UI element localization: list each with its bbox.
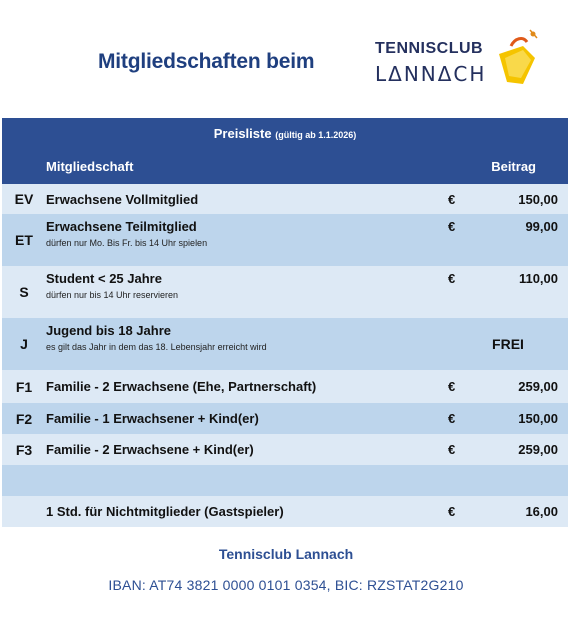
empty-spacer-row [2,465,568,496]
membership-name: Familie - 2 Erwachsene (Ehe, Partnerschaft) [46,370,448,403]
fee-amount: 16,00 [488,496,568,527]
membership-code: F1 [2,370,46,403]
membership-code: F3 [2,434,46,465]
fee-amount: 99,00 [488,214,568,266]
membership-name: Erwachsene Vollmitglied [46,184,448,214]
currency: € [448,434,488,465]
page-title: Mitgliedschaften beim [98,50,315,73]
table-row [2,370,568,403]
membership-note: dürfen nur bis 14 Uhr reservieren [46,290,179,300]
membership-code: EV [2,184,46,214]
price-table [2,118,568,527]
currency: € [448,403,488,434]
table-row [2,266,568,318]
bank-details: IBAN: AT74 3821 0000 0101 0354, BIC: RZSTAT2G210 [108,577,464,593]
membership-name: Erwachsene Teilmitglied [46,219,197,234]
price-list-title-text: Preisliste [213,125,272,141]
membership-code: S [2,266,46,318]
membership-name: Familie - 2 Erwachsene + Kind(er) [46,434,448,465]
fee-amount: 150,00 [488,184,568,214]
membership-name: Jugend bis 18 Jahre [46,323,171,338]
membership-name-cell [46,266,448,318]
membership-note: dürfen nur Mo. Bis Fr. bis 14 Uhr spielen [46,238,208,248]
membership-name: Familie - 1 Erwachsener + Kind(er) [46,403,448,434]
club-name: Tennisclub Lannach [218,546,354,562]
membership-code: ET [2,214,46,266]
logo-text-top: TENNISCLUB [375,40,484,57]
membership-code [2,496,46,527]
table-row [2,496,568,527]
fee-amount: 110,00 [488,266,568,318]
currency: € [448,266,488,318]
currency: € [448,184,488,214]
table-row [2,318,568,370]
membership-name: 1 Std. für Nichtmitglieder (Gastspieler) [46,496,448,527]
price-list-title [2,118,568,148]
fee-amount: 150,00 [488,403,568,434]
fee-free: FREI [448,318,568,370]
price-table-title-row [2,118,568,148]
club-logo [375,28,545,90]
column-header-fee: Beitrag [448,148,568,184]
fee-amount: 259,00 [488,434,568,465]
table-row [2,184,568,214]
header-code-cell [2,148,46,184]
tennis-racket-logo-icon [493,28,541,90]
membership-note: es gilt das Jahr in dem das 18. Lebensjahr erreicht wird [46,342,267,352]
currency: € [448,370,488,403]
logo-text-bottom: LΔNNΔCH [375,62,487,86]
column-header-membership: Mitgliedschaft [46,148,448,184]
table-row [2,434,568,465]
table-row [2,403,568,434]
price-table-header-row [2,148,568,184]
membership-code: F2 [2,403,46,434]
membership-name-cell [46,214,448,266]
membership-name-cell [46,318,448,370]
membership-code: J [2,318,46,370]
membership-name: Student < 25 Jahre [46,271,162,286]
currency: € [448,214,488,266]
price-list-validity: (gültig ab 1.1.2026) [275,129,357,140]
currency: € [448,496,488,527]
page-header [0,0,572,118]
empty-cell [2,465,568,496]
table-row [2,214,568,266]
fee-amount: 259,00 [488,370,568,403]
